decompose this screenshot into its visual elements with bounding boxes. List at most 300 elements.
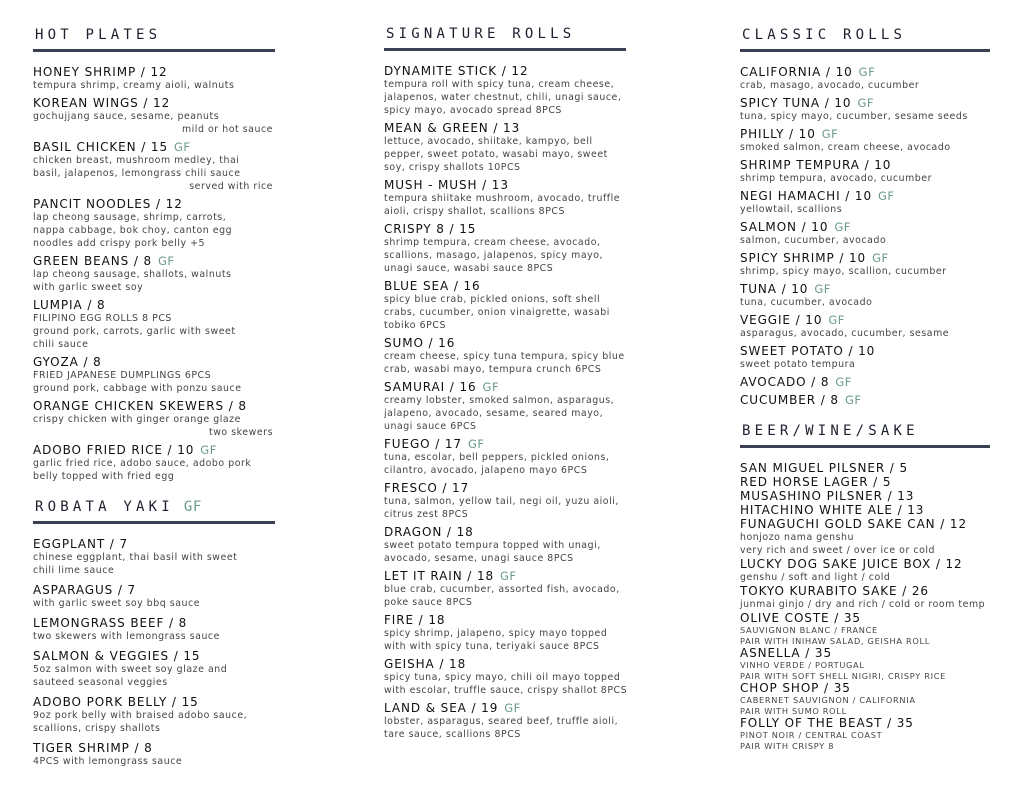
- item-name-text: MEAN & GREEN / 13: [384, 121, 521, 135]
- menu-item-description: [384, 236, 626, 275]
- item-name-text: LET IT RAIN / 18: [384, 569, 495, 583]
- menu-item: [740, 611, 990, 646]
- gf-badge: GF: [835, 375, 852, 389]
- menu-item-description: [33, 709, 275, 735]
- description-line: chicken breast, mushroom medley, thai: [33, 155, 240, 166]
- menu-item-description: [384, 451, 626, 477]
- menu-item-description: [740, 327, 990, 340]
- section-title: [742, 27, 990, 43]
- gf-badge: GF: [857, 96, 874, 110]
- menu-item-name: [740, 646, 990, 660]
- menu-section-beer-wine-sake: [740, 423, 990, 751]
- description-line: genshu / soft and light / cold: [740, 572, 891, 583]
- gf-badge: GF: [174, 140, 191, 154]
- menu-item-name: [384, 657, 626, 671]
- item-name-text: ORANGE CHICKEN SKEWERS / 8: [33, 399, 247, 413]
- menu-item-description: [384, 627, 626, 653]
- menu-item: [740, 189, 990, 216]
- description-line: very rich and sweet / over ice or cold: [740, 545, 936, 556]
- menu-item: [740, 282, 990, 309]
- description-line: tuna, cucumber, avocado: [740, 297, 873, 308]
- item-name-text: FRESCO / 17: [384, 481, 470, 495]
- menu-item-description: [384, 583, 626, 609]
- menu-item: [740, 127, 990, 154]
- menu-item-name: [740, 65, 990, 79]
- menu-item-name: [384, 569, 626, 583]
- description-line: salmon, cucumber, avocado: [740, 235, 887, 246]
- menu-item: [740, 716, 990, 751]
- description-line: 4PCS with lemongrass sauce: [33, 756, 183, 767]
- menu-item-description: [384, 495, 626, 521]
- menu-item-description: [384, 192, 626, 218]
- description-line: unagi sauce 6PCS: [384, 421, 477, 432]
- description-line: shrimp tempura, cream cheese, avocado,: [384, 237, 601, 248]
- item-name-text: BASIL CHICKEN / 15: [33, 140, 168, 154]
- description-line: crabs, cucumber, onion vinaigrette, wasabi: [384, 307, 610, 318]
- menu-item-name: [740, 375, 990, 389]
- item-name-text: GREEN BEANS / 8: [33, 254, 153, 268]
- menu-item: [740, 517, 990, 557]
- section-title: [742, 423, 990, 439]
- gf-badge: GF: [467, 437, 485, 451]
- description-line: nappa cabbage, bok choy, canton egg: [33, 225, 233, 236]
- item-name-text: ASNELLA / 35: [740, 646, 832, 660]
- item-name-text: FOLLY OF THE BEAST / 35: [740, 716, 914, 730]
- menu-item: [740, 220, 990, 247]
- description-line: lobster, asparagus, seared beef, truffle aioli,: [384, 716, 619, 727]
- menu-item-name: [740, 313, 990, 327]
- menu-item-name: [384, 613, 626, 627]
- gf-badge: GF: [872, 251, 889, 265]
- menu-item: [740, 584, 990, 611]
- menu-item-description: [740, 265, 990, 278]
- menu-item-name: [740, 584, 990, 598]
- menu-item: [740, 461, 990, 475]
- menu-item: [740, 158, 990, 185]
- menu-item-description: [33, 630, 275, 643]
- menu-item: [33, 616, 275, 643]
- menu-item-name: [740, 127, 990, 141]
- description-line: sweet potato tempura: [740, 359, 856, 370]
- menu-item-name: [33, 298, 275, 312]
- menu-item-name: [384, 222, 626, 236]
- description-line: belly topped with fried egg: [33, 471, 175, 482]
- menu-item: [384, 222, 626, 275]
- section-title: [35, 27, 275, 43]
- menu-item-note: two skewers: [208, 427, 273, 438]
- description-line: 9oz pork belly with braised adobo sauce,: [33, 710, 248, 721]
- description-line: poke sauce 8PCS: [384, 597, 473, 608]
- wine-details: [740, 730, 990, 751]
- item-name-text: DYNAMITE STICK / 12: [384, 64, 529, 78]
- item-name-text: RED HORSE LAGER / 5: [740, 475, 892, 489]
- item-name-text: FUNAGUCHI GOLD SAKE CAN / 12: [740, 517, 968, 531]
- item-name-text: TUNA / 10: [740, 282, 809, 296]
- menu-item: [384, 613, 626, 653]
- menu-item-description: [740, 79, 990, 92]
- description-line: crab, wasabi mayo, tempura crunch 6PCS: [384, 364, 602, 375]
- menu-item: [33, 537, 275, 577]
- menu-item-name: [33, 96, 275, 110]
- menu-item-name: [33, 616, 275, 630]
- menu-item: [384, 437, 626, 477]
- menu-item-note: mild or hot sauce: [181, 124, 273, 135]
- menu-item: [740, 375, 990, 389]
- description-line: shrimp, spicy mayo, scallion, cucumber: [740, 266, 947, 277]
- menu-item: [384, 569, 626, 609]
- item-name-text: SWEET POTATO / 10: [740, 344, 876, 358]
- item-name-text: HITACHINO WHITE ALE / 13: [740, 503, 925, 517]
- menu-item: [740, 557, 990, 584]
- menu-item-description: [33, 79, 275, 92]
- description-line: chinese eggplant, thai basil with sweet: [33, 552, 238, 563]
- menu-item-list: [33, 65, 275, 483]
- menu-item-description: [740, 172, 990, 185]
- description-line: spicy mayo, avocado spread 8PCS: [384, 105, 562, 116]
- menu-item-name: [740, 189, 990, 203]
- description-line: lettuce, avocado, shiitake, kampyo, bell: [384, 136, 593, 147]
- menu-item-name: [740, 475, 990, 489]
- description-line: lap cheong sausage, shallots, walnuts: [33, 269, 232, 280]
- description-line: smoked salmon, cream cheese, avocado: [740, 142, 951, 153]
- gf-badge: GF: [858, 65, 876, 79]
- menu-item-name: [33, 140, 275, 154]
- menu-item-name: [740, 557, 990, 571]
- menu-item-name: [33, 649, 275, 663]
- section-divider: [384, 48, 626, 51]
- item-name-text: TOKYO KURABITO SAKE / 26: [740, 584, 929, 598]
- menu-item: [33, 298, 275, 351]
- menu-item-description: [33, 211, 275, 250]
- wine-details: [740, 660, 990, 681]
- description-line: basil, jalapenos, lemongrass chili sauce: [33, 168, 241, 179]
- menu-item-name: [33, 355, 275, 369]
- section-title-text: BEER/WINE/SAKE: [742, 423, 919, 439]
- description-line: jalapenos, water chestnut, chili, unagi sauce,: [384, 92, 622, 103]
- menu-item-name: [384, 525, 626, 539]
- menu-item-name: [740, 461, 990, 475]
- menu-item-name: [384, 336, 626, 350]
- menu-item-description: [33, 110, 275, 123]
- description-line: scallions, crispy shallots: [33, 723, 161, 734]
- menu-item: [740, 646, 990, 681]
- description-line: jalapeno, avocado, sesame, seared mayo,: [384, 408, 604, 419]
- menu-item-name: [740, 282, 990, 296]
- menu-item-description: [384, 350, 626, 376]
- gf-badge: GF: [877, 189, 895, 203]
- description-line: tare sauce, scallions 8PCS: [384, 729, 521, 740]
- description-line: lap cheong sausage, shrimp, carrots,: [33, 212, 227, 223]
- description-line: tuna, escolar, bell peppers, pickled onions,: [384, 452, 610, 463]
- item-name-text: SAN MIGUEL PILSNER / 5: [740, 461, 908, 475]
- menu-section-classic-rolls: [740, 27, 990, 411]
- menu-item: [384, 178, 626, 218]
- description-line: chili lime sauce: [33, 565, 115, 576]
- description-line: citrus zest 8PCS: [384, 509, 469, 520]
- menu-item-description: [384, 715, 626, 741]
- menu-item: [384, 121, 626, 174]
- description-line: tobiko 6PCS: [384, 320, 446, 331]
- section-title: [386, 26, 626, 42]
- item-name-text: SPICY TUNA / 10: [740, 96, 852, 110]
- section-title: [35, 499, 275, 515]
- menu-item-name: [384, 121, 626, 135]
- menu-item-name: [384, 380, 626, 394]
- menu-item: [384, 336, 626, 376]
- item-name-text: FUEGO / 17: [384, 437, 462, 451]
- menu-item-description: [33, 268, 275, 294]
- item-name-text: CRISPY 8 / 15: [384, 222, 477, 236]
- wine-detail-line: CABERNET SAUVIGNON / CALIFORNIA: [740, 695, 916, 705]
- menu-item-description: [33, 597, 275, 610]
- menu-item-name: [740, 716, 990, 730]
- description-line: pepper, sweet potato, wasabi mayo, sweet: [384, 149, 608, 160]
- menu-item: [740, 313, 990, 340]
- menu-item: [740, 65, 990, 92]
- item-name-text: SALMON & VEGGIES / 15: [33, 649, 201, 663]
- menu-item-description: [740, 598, 990, 611]
- menu-item-description: [33, 413, 275, 426]
- description-line: honjozo nama genshu: [740, 532, 855, 543]
- item-name-text: LAND & SEA / 19: [384, 701, 499, 715]
- description-line: gochujjang sauce, sesame, peanuts: [33, 111, 220, 122]
- item-name-text: ADOBO PORK BELLY / 15: [33, 695, 199, 709]
- menu-item-description: [740, 234, 990, 247]
- menu-item-name: [740, 489, 990, 503]
- description-line: yellowtail, scallions: [740, 204, 843, 215]
- description-line: aioli, crispy shallot, scallions 8PCS: [384, 206, 565, 217]
- item-name-text: EGGPLANT / 7: [33, 537, 128, 551]
- menu-section-hot-plates: [33, 27, 275, 487]
- item-name-text: SHRIMP TEMPURA / 10: [740, 158, 892, 172]
- item-name-text: DRAGON / 18: [384, 525, 474, 539]
- menu-item-name: [33, 197, 275, 211]
- description-line: spicy shrimp, jalapeno, spicy mayo topped: [384, 628, 608, 639]
- item-name-text: MUSASHINO PILSNER / 13: [740, 489, 915, 503]
- description-line: tuna, salmon, yellow tail, negi oil, yuzu aioli,: [384, 496, 619, 507]
- item-name-text: FIRE / 18: [384, 613, 446, 627]
- description-line: FILIPINO EGG ROLLS 8 PCS: [33, 313, 172, 324]
- menu-item: [33, 197, 275, 250]
- gf-badge: GF: [834, 220, 851, 234]
- wine-detail-line: PINOT NOIR / CENTRAL COAST: [740, 730, 883, 740]
- gf-badge: GF: [844, 393, 862, 407]
- description-line: sweet potato tempura topped with unagi,: [384, 540, 601, 551]
- description-line: crispy chicken with ginger orange glaze: [33, 414, 241, 425]
- item-name-text: HONEY SHRIMP / 12: [33, 65, 168, 79]
- gf-badge: GF: [482, 380, 500, 394]
- description-line: ground pork, cabbage with ponzu sauce: [33, 383, 242, 394]
- item-name-text: GYOZA / 8: [33, 355, 102, 369]
- item-name-text: LUMPIA / 8: [33, 298, 106, 312]
- menu-item-name: [384, 178, 626, 192]
- menu-section-signature-rolls: [384, 26, 626, 745]
- gf-badge: GF: [504, 701, 521, 715]
- menu-item-list: [740, 65, 990, 407]
- menu-item-name: [33, 583, 275, 597]
- item-name-text: ASPARAGUS / 7: [33, 583, 137, 597]
- menu-item-description: [384, 78, 626, 117]
- menu-item-description: [384, 394, 626, 433]
- description-line: garlic fried rice, adobo sauce, adobo pork: [33, 458, 252, 469]
- menu-item-description: [33, 551, 275, 577]
- section-title-text: ROBATA YAKI: [35, 499, 174, 515]
- menu-item-list: [740, 461, 990, 751]
- item-name-text: VEGGIE / 10: [740, 313, 823, 327]
- menu-item-name: [33, 399, 275, 413]
- description-line: unagi sauce, wasabi sauce 8PCS: [384, 263, 554, 274]
- description-line: tempura shiitake mushroom, avocado, truffle: [384, 193, 621, 204]
- menu-item-description: [384, 671, 626, 697]
- menu-item: [384, 481, 626, 521]
- item-name-text: TIGER SHRIMP / 8: [33, 741, 153, 755]
- menu-item-name: [33, 65, 275, 79]
- item-name-text: NEGI HAMACHI / 10: [740, 189, 872, 203]
- item-name-text: AVOCADO / 8: [740, 375, 830, 389]
- menu-item: [33, 649, 275, 689]
- wine-detail-line: PAIR WITH SOFT SHELL NIGIRI, CRISPY RICE: [740, 670, 947, 681]
- description-line: creamy lobster, smoked salmon, asparagus,: [384, 395, 615, 406]
- menu-item: [740, 681, 990, 716]
- menu-item: [740, 251, 990, 278]
- item-name-text: CHOP SHOP / 35: [740, 681, 851, 695]
- description-line: shrimp tempura, avocado, cucumber: [740, 173, 932, 184]
- description-line: noodles add crispy pork belly +5: [33, 238, 206, 249]
- menu-item-description: [384, 539, 626, 565]
- menu-item-description: [740, 141, 990, 154]
- menu-item-name: [33, 695, 275, 709]
- item-name-text: LEMONGRASS BEEF / 8: [33, 616, 188, 630]
- menu-item-name: [740, 158, 990, 172]
- menu-item-name: [33, 537, 275, 551]
- wine-detail-line: SAUVIGNON BLANC / FRANCE: [740, 625, 878, 635]
- section-divider: [33, 49, 275, 52]
- description-line: two skewers with lemongrass sauce: [33, 631, 220, 642]
- wine-details: [740, 695, 990, 716]
- menu-item-note: served with rice: [189, 181, 273, 192]
- menu-item-name: [33, 254, 275, 268]
- gf-badge: GF: [821, 127, 839, 141]
- menu-item-description: [740, 296, 990, 309]
- item-name-text: LUCKY DOG SAKE JUICE BOX / 12: [740, 557, 963, 571]
- menu-item-list: [33, 537, 275, 768]
- menu-item: [740, 475, 990, 489]
- wine-detail-line: PAIR WITH INIHAW SALAD, GEISHA ROLL: [740, 635, 931, 646]
- description-line: tempura roll with spicy tuna, cream cheese,: [384, 79, 615, 90]
- menu-item-list: [384, 64, 626, 741]
- description-line: blue crab, cucumber, assorted fish, avocado,: [384, 584, 620, 595]
- menu-item: [384, 525, 626, 565]
- description-line: with with spicy tuna, teriyaki sauce 8PCS: [384, 641, 600, 652]
- menu-item: [33, 399, 275, 439]
- menu-item-description: [740, 531, 990, 557]
- item-name-text: MUSH - MUSH / 13: [384, 178, 509, 192]
- menu-item-name: [740, 96, 990, 110]
- menu-item: [384, 380, 626, 433]
- menu-item-description: [740, 203, 990, 216]
- description-line: tuna, spicy mayo, cucumber, sesame seeds: [740, 111, 968, 122]
- menu-item: [740, 96, 990, 123]
- menu-item: [33, 96, 275, 136]
- menu-item-description: [33, 154, 275, 180]
- section-divider: [33, 521, 275, 524]
- menu-item: [33, 140, 275, 193]
- menu-item-description: [33, 457, 275, 483]
- gf-badge: GF: [183, 499, 202, 515]
- menu-item-name: [740, 220, 990, 234]
- menu-item: [384, 64, 626, 117]
- menu-item-description: [740, 110, 990, 123]
- description-line: crab, masago, avocado, cucumber: [740, 80, 920, 91]
- item-name-text: OLIVE COSTE / 35: [740, 611, 861, 625]
- description-line: ground pork, carrots, garlic with sweet: [33, 326, 236, 337]
- item-name-text: SALMON / 10: [740, 220, 829, 234]
- item-name-text: CALIFORNIA / 10: [740, 65, 853, 79]
- section-title-text: SIGNATURE ROLLS: [386, 26, 576, 42]
- menu-item: [740, 489, 990, 503]
- description-line: with garlic sweet soy bbq sauce: [33, 598, 201, 609]
- menu-item: [384, 279, 626, 332]
- gf-badge: GF: [814, 282, 831, 296]
- menu-item-description: [740, 358, 990, 371]
- wine-detail-line: VINHO VERDE / PORTUGAL: [740, 660, 865, 670]
- item-name-text: SPICY SHRIMP / 10: [740, 251, 867, 265]
- item-name-text: BLUE SEA / 16: [384, 279, 481, 293]
- menu-item: [384, 657, 626, 697]
- menu-section-robata-yaki: [33, 499, 275, 774]
- description-line: cilantro, avocado, jalapeno mayo 6PCS: [384, 465, 588, 476]
- menu-item: [33, 695, 275, 735]
- menu-item-name: [384, 437, 626, 451]
- menu-item-name: [740, 611, 990, 625]
- description-line: spicy tuna, spicy mayo, chili oil mayo topped: [384, 672, 621, 683]
- section-title-text: HOT PLATES: [35, 27, 162, 43]
- section-divider: [740, 49, 990, 52]
- item-name-text: PHILLY / 10: [740, 127, 816, 141]
- menu-item-name: [384, 279, 626, 293]
- description-line: junmai ginjo / dry and rich / cold or room temp: [740, 599, 986, 610]
- description-line: with escolar, truffle sauce, crispy shallot 8PCS: [384, 685, 628, 696]
- description-line: cream cheese, spicy tuna tempura, spicy blue: [384, 351, 625, 362]
- menu-item-description: [33, 369, 275, 395]
- description-line: with garlic sweet soy: [33, 282, 144, 293]
- description-line: FRIED JAPANESE DUMPLINGS 6PCS: [33, 370, 212, 381]
- menu-item-name: [740, 251, 990, 265]
- menu-item: [384, 701, 626, 741]
- item-name-text: CUCUMBER / 8: [740, 393, 839, 407]
- gf-badge: GF: [500, 569, 517, 583]
- wine-detail-line: PAIR WITH SUMO ROLL: [740, 705, 847, 716]
- item-name-text: SAMURAI / 16: [384, 380, 477, 394]
- menu-item-description: [33, 755, 275, 768]
- menu-item: [33, 583, 275, 610]
- menu-item-name: [740, 681, 990, 695]
- gf-badge: GF: [158, 254, 175, 268]
- item-name-text: PANCIT NOODLES / 12: [33, 197, 183, 211]
- item-name-text: SUMO / 16: [384, 336, 456, 350]
- description-line: scallions, masago, jalapenos, spicy mayo,: [384, 250, 604, 261]
- menu-item: [740, 344, 990, 371]
- menu-item: [33, 254, 275, 294]
- section-title-text: CLASSIC ROLLS: [742, 27, 907, 43]
- menu-item-description: [384, 135, 626, 174]
- gf-badge: GF: [828, 313, 845, 327]
- menu-item: [33, 355, 275, 395]
- description-line: spicy blue crab, pickled onions, soft shell: [384, 294, 601, 305]
- item-name-text: ADOBO FRIED RICE / 10: [33, 443, 195, 457]
- menu-item-description: [33, 663, 275, 689]
- menu-item-name: [740, 344, 990, 358]
